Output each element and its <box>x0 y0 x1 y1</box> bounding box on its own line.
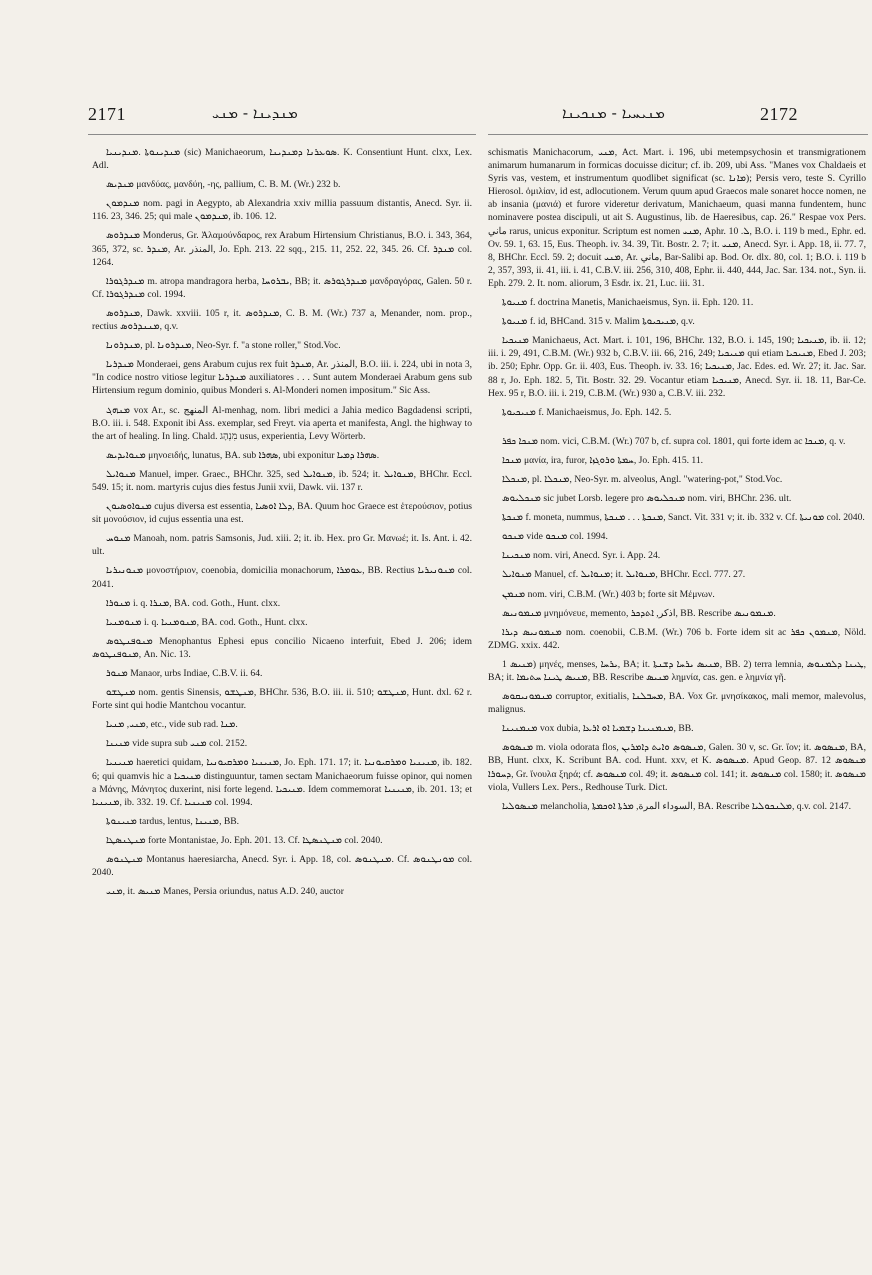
dictionary-entry: ܡܢܕܪܘܣ, Dawk. xxviii. 105 r, it. ܡܢܕܪܘܣ, C. B. M. (Wr.) 737 a, Menander, nom. prop., rectius ܡܢܢܕܪܘܣ, q.v. <box>92 307 472 333</box>
dictionary-entry: ܡܢܘܚ Manoah, nom. patris Samsonis, Jud. xiii. 2; it. ib. Hex. pro Gr. Μανωέ; it. Is. Ant. i. 42. ult. <box>92 533 472 558</box>
dictionary-entry: ܡܢܕܝܢܘܬܐ .ܡܢܕܝܢܝܐ (sic) Manichaeorum, ܣܘܥܪܢܐ ܕܡܢܕܝܢܐ. K. Consentiunt Hunt. clxx, Lex. Adl. <box>92 147 472 172</box>
dictionary-entry: ܡܢܣܘܣ m. viola odorata flos, ܡܢܣܘܣ ܘܐܝܬ ܕܐܡܪܝܢ, Galen. 30 v, sc. Gr. ἴον; it. ܡܢܣܘܣ, BA, BB, Hunt. clxx, K. Scribunt BA. cod. Hunt. xxv, et K. ܡܢܣܘܣ. Apud Geop. 87. 12 ܡܢܣܘܣ ܕܚܘܪܐ, Gr. ἴνουλα ξηρά; cf. ܡܢܣܘܣ col. 49; it. ܡܢܣܘܣ col. 141; it. ܡܢܣܘܣ col. 1580; it. ܡܢܣܘܣ viola, Vullers Lex. Pers., Redhouse Turk. Dict. <box>488 742 866 793</box>
dictionary-entry: ܡܢܝܢܝܐ haeretici quidam, ܡܢܝܢܝܐ ܘܡܪܩܝܘܢܝܐ, Jo. Eph. 171. 17; it. ܡܢܝܢܝܐ ܘܡܪܩܝܘܢܝܐ, ib. 182. 6; qui quamvis hic a ܡܢܝܟܝܐ distinguuntur, tamen sectam Manichaeorum fuisse opinor, qui nomen a Μάνης, Μάνητος duxerint, nisi forte legend. ܡܢܝܟܝܐ. Idem commemorat ܡܢܝܢܝܐ, ib. 201. 13; et ܡܢܝܢܝܐ, ib. 332. 19. Cf. ܡܢܝܢܝܐ col. 1994. <box>92 757 472 808</box>
dictionary-entry: ܡܢܡܘܢܝܣ ܕܝܪܐ nom. coenobii, C.B.M. (Wr.) 706 b. Forte idem sit ac ܡܢܡܘܢ ܟܦܪ, Nöld. ZDMG. xxix. 442. <box>488 626 866 651</box>
dictionary-entry: ܡܢܡܢܝܢܐ vox dubia, ܡܢܡܢܝܢܐ ܕܫܡܝܐ ܐܘ ܐܪܥܐ, BB. <box>502 723 694 735</box>
dictionary-entry: ܡܢܘܪܐ i. q. ܡܢܪܐ, BA. cod. Goth., Hunt. clxx. <box>106 597 281 609</box>
dictionary-entry: ܡܢܝܟܝܘܬܐ f. Manichaeismus, Jo. Eph. 142. 5. <box>502 406 672 418</box>
dictionary-entry: ܡܢܡܢ nom. viri, C.B.M. (Wr.) 403 b; forte sit Μέμνων. <box>502 588 715 600</box>
dictionary-entry: ܡܢܡܘܢܝܩܘܣ corruptor, exitialis, ܡܚܒܠܢܐ, BA. Vox Gr. μνησίκακος, mali memor, malevolus, malignus. <box>488 691 866 716</box>
dictionary-entry: ܡܢܘܪ Manaor, urbs Indiae, C.B.V. ii. 64. <box>106 668 263 679</box>
dictionary-entry: ܡܢܟܐ μανία, ira, furor, ܚܡܬܐ ܘܪܘܓܙܐ, Jo. Eph. 415. 11. <box>502 454 704 466</box>
dictionary-entry: ܡܢܟܠܐ, pl. ܡܢܟܠܐ, Neo-Syr. m. alveolus, Angl. "watering-pot," Stod.Voc. <box>502 473 783 485</box>
dictionary-entry: ܡܢܘܡܢܝܐ i. q. ܡܢܘܡܢܝܐ, BA. cod. Goth., Hunt. clxx. <box>106 616 308 628</box>
header-rule-right <box>488 134 868 135</box>
dictionary-entry: ܡܢܝܘܬܐ f. doctrina Manetis, Manichaeismus, Syn. ii. Eph. 120. 11. <box>502 297 754 309</box>
page-header <box>0 100 872 130</box>
dictionary-entry: ܡܢܝܟܝܐ Manichaeus, Act. Mart. i. 101, 196, BHChr. 132, B.O. i. 145, 190; ܡܢܝܟܝܐ, ib. ii. 12; iii. i. 29, 491, C.B.M. (Wr.) 932 b, C.B.V. iii. 66, 216, 249; ܡܢܝܟܝܐ qui etiam ܡܢܝܟܝܐ, Ebed J. 203; ib. 250; Ephr. Opp. Gr. ii. 403, Eus. Theoph. iv. 33. 16; ܡܢܝܟܝܐ, Jac. Edes. ed. Wr. 27; it. Jac. Sar. 88 r, Jo. Eph. 182. 5, Tit. Bostr. 32. 29. Vocantur etiam ܡܢܝܟܝܐ, Anecd. Syr. ii. 18. 11, Bar-Ce. Hex. 95 r, B.O. iii. i. 219, C.B.M. (Wr.) 930 a, C.B.V. iii. 232. <box>488 335 866 399</box>
dictionary-entry: ܡܢܟܘ vide ܡܢܟܘ col. 1994. <box>502 531 608 543</box>
dictionary-entry: ܡܢܝܢܘܬܐ tardus, lentus, ܡܢܝܢܐ, BB. <box>106 815 240 827</box>
dictionary-entry: ܡܢܟܠܝܘܣ sic jubet Lorsb. legere pro ܡܢܟܠܝܘܣ nom. viri, BHChr. 236. ult. <box>502 493 792 505</box>
dictionary-entry: ܡܢܘܐܝܕܝܣ μηνοειδής, lunatus, BA. sub ܣܗܪܐ, ubi exponitur ܣܗܪܐ ܕܡܝܐ. <box>106 449 380 461</box>
right-column <box>488 146 866 1156</box>
dictionary-entry: ܡܢܕܪܘܢܐ, pl. ܡܢܕܪܘܢܐ, Neo-Syr. f. "a stone roller," Stod.Voc. <box>106 340 341 352</box>
dictionary-entry: ܡܢܟܬܐ f. moneta, nummus, ܡܢܟܬܐ . . . ܡܢܟܬܐ, Sanct. Vit. 331 v; it. ib. 332 v. Cf. ܡܘܢܝܬܐ col. 2040. <box>502 512 865 524</box>
dictionary-entry: ܡܢܗܓ vox Ar., sc. المنهج Al-menhag, nom. libri medici a Jahia medico Bagdadensi scripti, B.O. iii. i. 548. Exponit ibi Ass. exemplar, sed Freyt. via aperta et manifesta, Angl. the highway to the art of healing. In ling. Chald. מִנְהָג usus, experientia, Levy Wörterb. <box>92 404 472 442</box>
dictionary-entry: ܡܢܘܐܝܠ Manuel, imper. Graec., BHChr. 325, sed ܡܢܘܐܝܠ, ib. 524; it. ܡܢܘܐܝܠ, BHChr. Eccl. 549. 15; it. nom. martyris cujus dies festus Junii xvii, Dawk. vii. 137 r. <box>92 468 472 493</box>
dictionary-entry: ܡܢܘܐܘܣܝܘܢ cujus diversa est essentia, ܕܠܐ ܐܘܣܝܐ, BA. Quum hoc Graece est ἑτερούσιον, potius sit μονούσιον, id cujus essentia una est. <box>92 501 472 526</box>
dictionary-entry: ܡܢܘܐܝܠ Manuel, cf. ܡܢܘܐܝܠ; it. ܡܢܘܐܝܠ, BHChr. Eccl. 777. 27. <box>502 569 746 581</box>
dictionary-entry: ܡܢܝܘܬܐ f. id, BHCand. 315 v. Malim ܡܢܝܟܝܘܬܐ, q.v. <box>502 316 695 328</box>
header-rule-left <box>88 134 476 135</box>
dictionary-entry: ܡܢܟܐ ܟܦܪ nom. vici, C.B.M. (Wr.) 707 b, cf. supra col. 1801, qui forte idem ac ܡܢܟܐ, q. v. <box>502 435 846 447</box>
section-gap <box>488 425 866 435</box>
dictionary-entry: ܡܢܝ, it. ܡܢܝܣ Manes, Persia oriundus, natus A.D. 240, auctor <box>106 886 344 898</box>
running-head-left: ܡܢܕܝܢܐ - ܡܢܝ <box>212 104 298 122</box>
left-column <box>92 146 472 1156</box>
dictionary-entry: ܡܢܘܦܢܛܘܣ Menophantus Ephesi epus concilio Nicaeno interfuit, Ebed J. 206; idem ܡܢܘܦܢܛܘܣ, An. Nic. 13. <box>92 635 472 660</box>
running-head-right: ܡܢܝܚܝܐ - ܡܢܟܝܢܐ <box>562 104 665 122</box>
dictionary-entry: ܡܢܛܫܘ nom. gentis Sinensis, ܡܢܛܫܘ, BHChr. 536, B.O. iii. ii. 510; ܡܢܛܫܘ, Hunt. dxl. 62 r. Forte sint qui hodie Mantchou vocantur. <box>92 687 472 712</box>
page-number-left: 2171 <box>88 104 126 124</box>
dictionary-entry: ܡܢܛܢܘܣ Montanus haeresiarcha, Anecd. Syr. i. App. 18, col. ܡܢܛܢܘܣ. Cf. ܡܘܢܛܢܘܣ col. 2040. <box>92 854 472 879</box>
dictionary-entry: ܡܢܕܪܓܘܪܐ m. atropa mandragora herba, ܝܒܪܘܚܐ, BB; it. ܡܢܕܪܓܘܪܣ μανδραγόρας, Galen. 50 r. Cf. ܡܢܕܪܓܘܪܐ col. 1994. <box>92 275 472 300</box>
page-number-right: 2172 <box>760 104 798 124</box>
dictionary-entry: ܡܢܕܝܣ μανδύας, μανδύη, -ης, pallium, C. B. M. (Wr.) 232 b. <box>106 179 341 191</box>
dictionary-entry: schismatis Manichacorum, ܡܢܝ, Act. Mart. i. 196, ubi metempsychosin et transmigrationem animarum humanarum in formicas docuisse dicitur; cf. ib. 209, ubi Ass. "Manes vox Chaldaeis et Syris vas, vestem, et instrumentum quodlibet significat (sc. ܡܐܢܐ); Persis vero, teste S. Cyrillo Hierosol. ὁμιλίαν, id est, adlocutionem. Verum quum apud Graecos male sonaret hocce nomen, ne ab insania (μανιά) et furore videretur derivatum, Manichaeum, quasi manna fundentem, hunc nominavere postea discipuli, ut ait S. Augustinus, lib. de Haeresibus, cap. 26." Respae vox Pers. ماني rarus, unicus exponitur. Scriptum est nomen ܡܢܝ, Aphr. ܠ. 10, B.O. i. 119 b med., Ephr. ed. Ov. 59. 1, 63. 15, Eus. Theoph. iv. 34. 39, Tit. Bostr. 2. 7; it. ܡܢܝ, Anecd. Syr. i. App. 18, ii. 77. 7, 8, BHChr. Eccl. 59. 2; docuit ܡܢܝ, Ar. ماني, Bar-Salibi ap. Bod. Or. dlx. 80, col. 1; B.O. i. 119 b 2, 357, 393, ii. 41, iii. i. 41, C.B.V. iii. 256, 310, 408, Ephr. ii. 440, 444, Jac. Sar. 134. not., Syn. ii. Eph. 279. 2. It. nom. aliorum, 3 Esdr. ix. 21, Luc. iii. 31. <box>488 147 866 289</box>
dictionary-entry: ܡܢܕܪܘܣ Monderus, Gr. Ἀλαμούνδαρος, rex Arabum Hirtensium Christianus, B.O. i. 343, 364, 365, 372, sc. ܡܢܕܪ, Ar. المنذر, Jo. Eph. 213. 22 sqq., 215. 11, 252. 22, 345. 26. Cf. ܡܢܕܪ col. 1264. <box>92 230 472 268</box>
dictionary-entry: ܡܢܣܘܠܝܐ melancholia, السوداء المرة, ܡܪܬܐ ܐܘܟܡܬܐ, BA. Rescribe ܡܠܢܟܘܠܝܐ, q.v. col. 2147. <box>502 800 852 812</box>
dictionary-entry: ܡܢܟܝܢܐ nom. viri, Anecd. Syr. i. App. 24. <box>502 550 661 562</box>
dictionary-entry: ܡܢܝ, ܡܢܝܐ, etc., vide sub rad. ܡܢܐ. <box>106 719 238 731</box>
dictionary-entry: ܡܢܝܢܐ vide supra sub ܡܢܝ col. 2152. <box>106 738 248 750</box>
dictionary-entry: ܡܢܕܪܝܐ Monderaei, gens Arabum cujus rex fuit ܡܢܕܪ, Ar. المنذر, B.O. iii. i. 224, ubi in nota 3, "In codice nostro vitiose legitur ܡܢܕܪܝܐ auxiliatores . . . Sunt autem Monderaei Arabum gens sub Hirtensium regum dominio, quibus Monderi s. Al-Monderi nomen impositum." Sic Ass. <box>92 359 472 397</box>
dictionary-entry: ܡܢܝܣ 1) μηνές, menses, ܝܪܚܐ, BA; it. ܡܢܝܣ ܝܪܚܐ ܕܫܢܬܐ, BB. 2) terra lemnia, ܛܝܢܐ ܕܠܡܢܘܣ, BA; it. ܡܢܝܣ ܛܝܢܐ ܚܬܝܡܐ, BB. Rescribe ܡܢܝܣ λημνία, cas. gen. e λημνία γῆ. <box>488 658 866 683</box>
dictionary-entry: ܡܢܘܢܝܪܝܐ μονοστήριον, coenobia, domicilia monachorum, ܥܘܡܪܐ, BB. Rectius ܡܢܘܢܝܪܝܐ col. 2041. <box>92 565 472 590</box>
dictionary-entry: ܡܢܕܡܘܢ nom. pagi in Aegypto, ab Alexandria xxiv millia passuum distantis, Anecd. Syr. ii. 116. 23, 346. 25; qui male ܡܢܕܡܘܢ, ib. 106. 12. <box>92 198 472 223</box>
dictionary-entry: ܡܢܡܘܢܝܣ μνημόνευε, memento, اذكر, ܐܬܕܟܪ, BB. Rescribe ܡܢܡܘܢܝܣ. <box>502 607 776 619</box>
dictionary-entry: ܡܢܛܢܣܛܐ forte Montanistae, Jo. Eph. 201. 13. Cf. ܡܢܛܢܣܛܐ col. 2040. <box>106 834 383 846</box>
